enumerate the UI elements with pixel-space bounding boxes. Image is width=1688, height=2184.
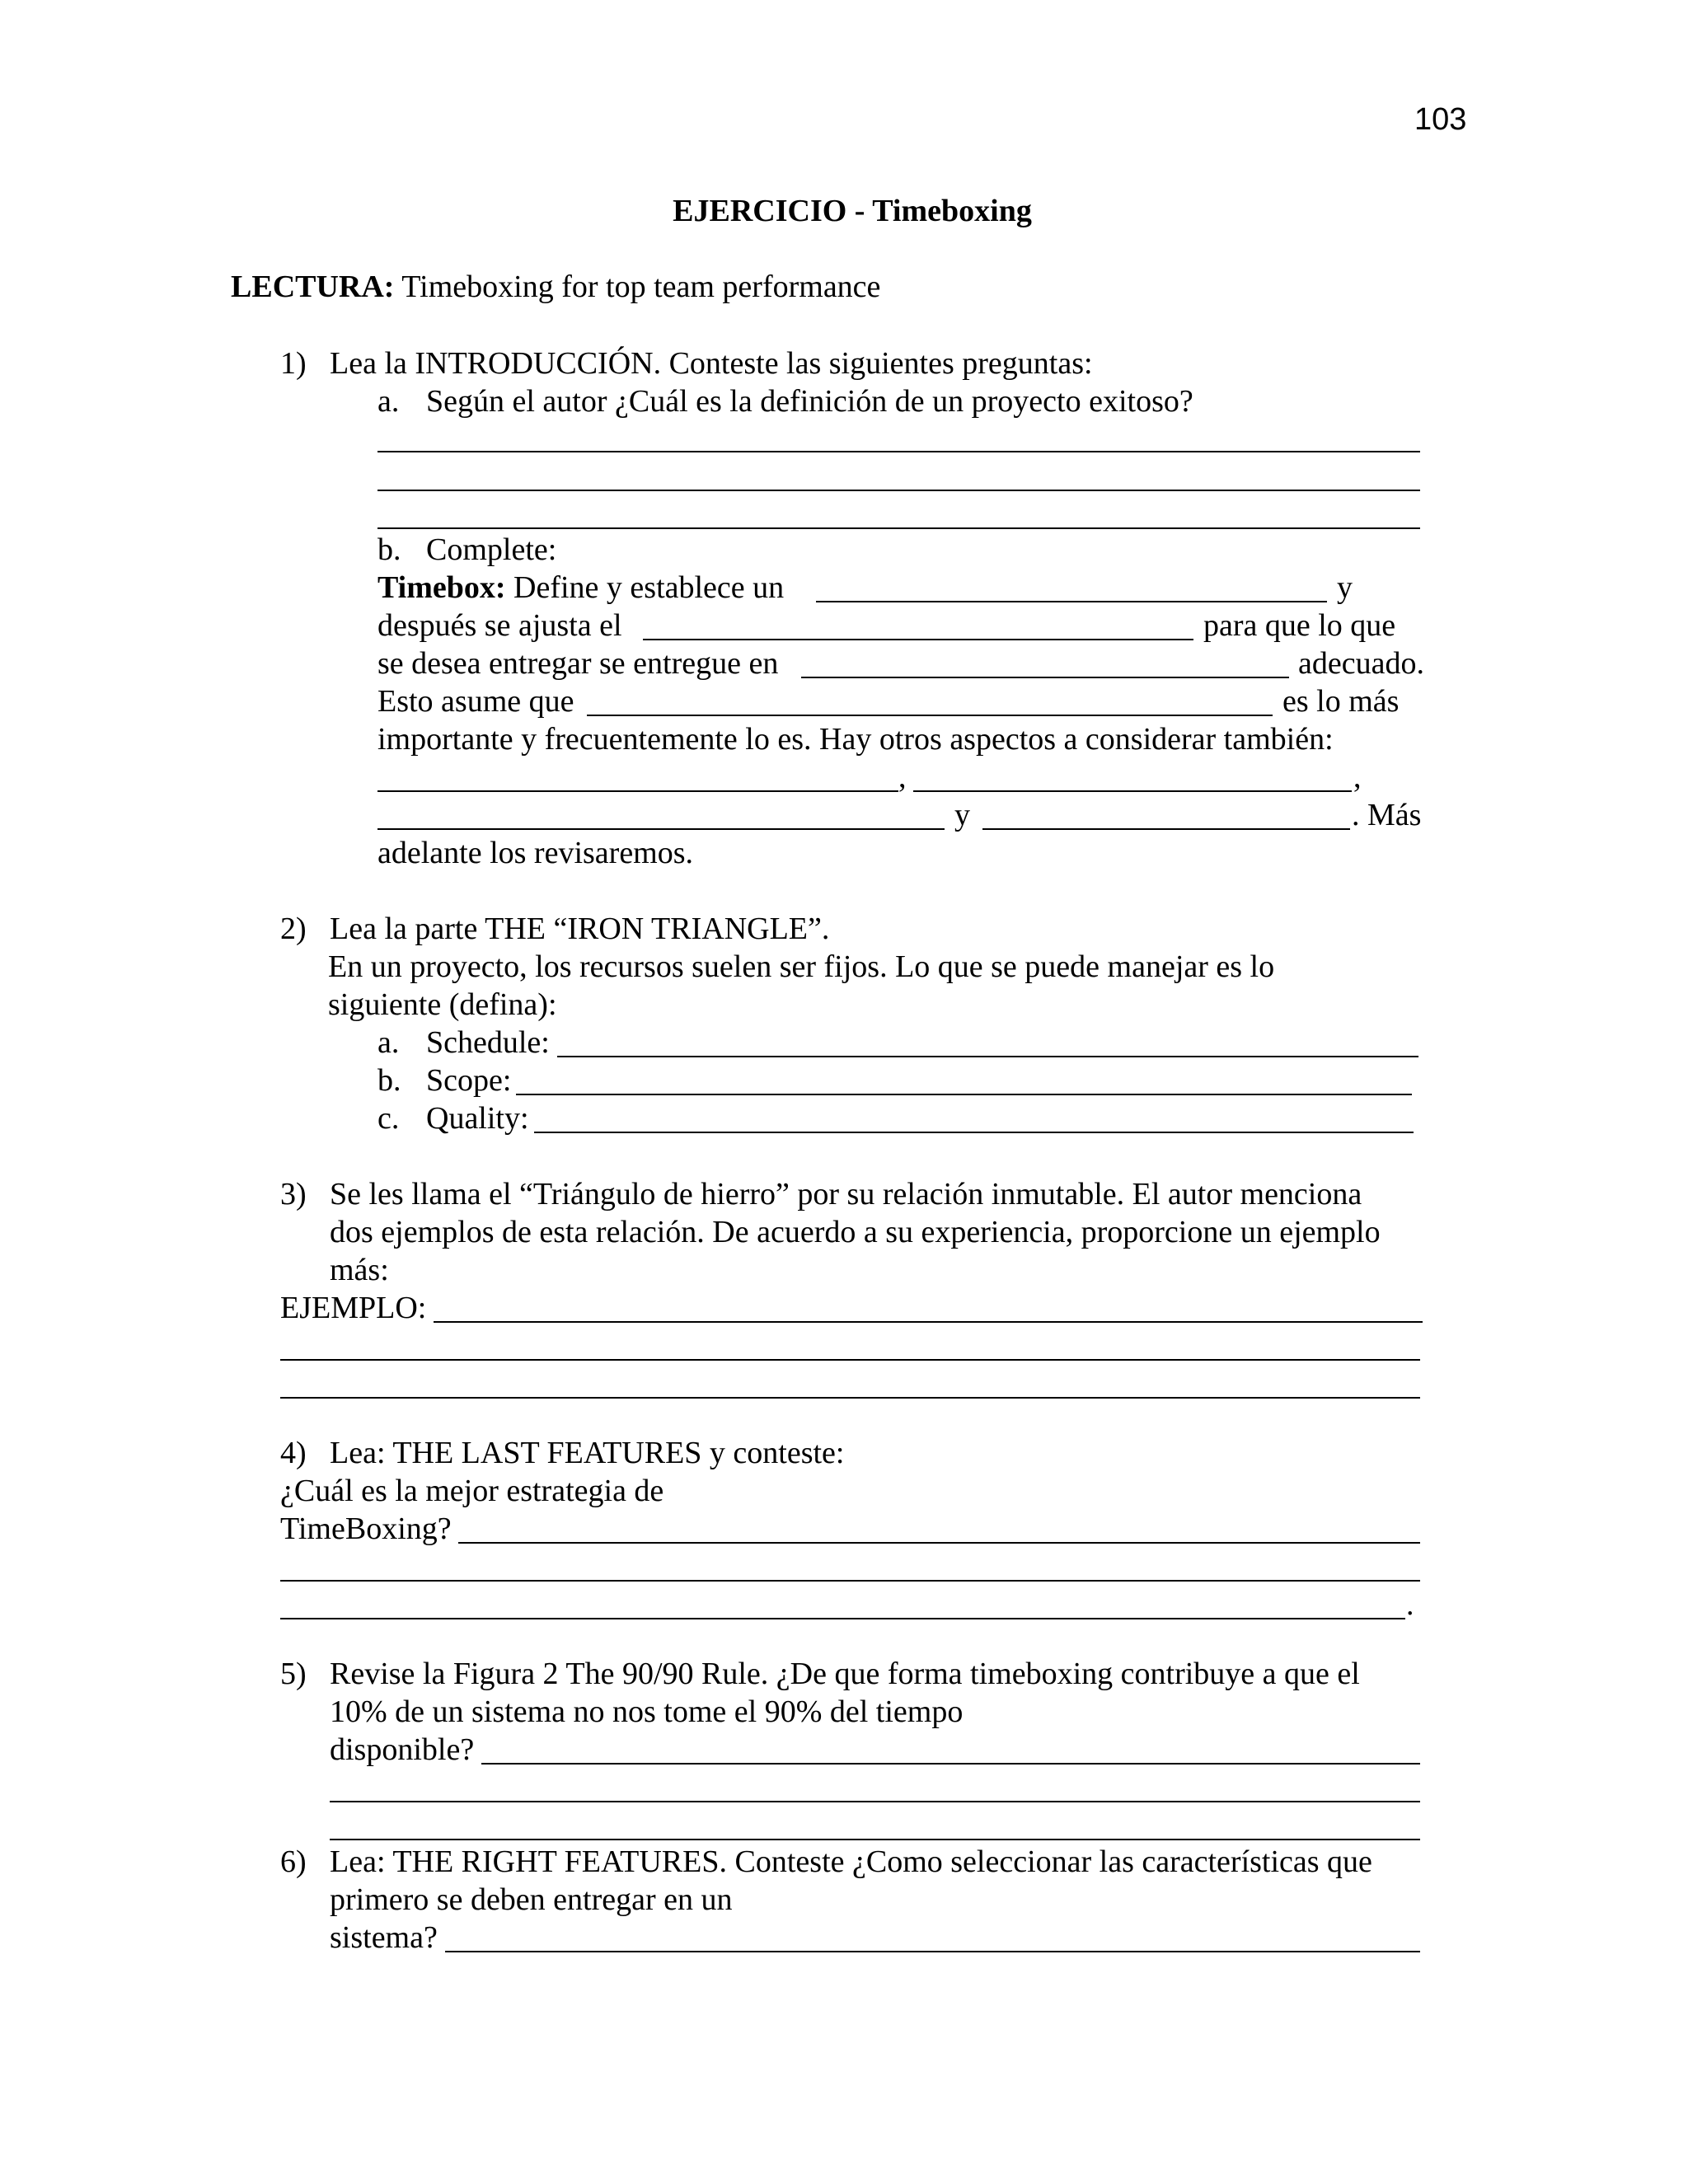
q1-number: 1) bbox=[280, 346, 307, 381]
q6-line-2: primero se deben entregar en un bbox=[330, 1882, 733, 1917]
lectura-label: LECTURA: bbox=[231, 269, 395, 304]
timebox-term: Timebox: bbox=[377, 570, 506, 605]
q2c-text: Quality: bbox=[426, 1101, 529, 1136]
schedule-answer-line[interactable] bbox=[557, 1056, 1418, 1057]
blank-aspect-2[interactable] bbox=[913, 790, 1352, 792]
blank-timebox-4[interactable] bbox=[587, 715, 1273, 716]
timebox-end-4: es lo más bbox=[1282, 684, 1400, 719]
q2a-text: Schedule: bbox=[426, 1025, 550, 1060]
timebox-end-2: para que lo que bbox=[1203, 608, 1396, 643]
timebox-text-2: después se ajusta el bbox=[377, 608, 622, 643]
timebox-text-4: Esto asume que bbox=[377, 684, 574, 719]
lectura-text: Timeboxing for top team performance bbox=[401, 269, 881, 304]
blank-aspect-3[interactable] bbox=[377, 828, 945, 830]
q5-answer-line-2[interactable] bbox=[330, 1801, 1420, 1802]
q2c-label: c. bbox=[377, 1101, 400, 1136]
q4-answer-line-2[interactable] bbox=[280, 1580, 1420, 1582]
conjunction-y: y bbox=[954, 798, 970, 832]
q2b-label: b. bbox=[377, 1063, 401, 1098]
blank-timebox-1[interactable] bbox=[816, 601, 1327, 602]
q6-number: 6) bbox=[280, 1844, 307, 1879]
blank-timebox-2[interactable] bbox=[643, 639, 1193, 640]
q5-line-3: disponible? bbox=[330, 1732, 475, 1767]
comma-2: , bbox=[1353, 760, 1362, 794]
q1a-text: Según el autor ¿Cuál es la definición de un proyecto exitoso? bbox=[426, 384, 1193, 419]
q2a-label: a. bbox=[377, 1025, 400, 1060]
q1a-answer-line-1[interactable] bbox=[377, 451, 1420, 452]
timebox-text-1: Define y establece un bbox=[513, 570, 785, 605]
q5-number: 5) bbox=[280, 1657, 307, 1691]
q1a-label: a. bbox=[377, 384, 400, 419]
timebox-last-line: adelante los revisaremos. bbox=[377, 836, 694, 870]
q4-answer-line-3[interactable] bbox=[280, 1618, 1405, 1619]
q4-line-2: ¿Cuál es la mejor estrategia de bbox=[280, 1474, 664, 1508]
timebox-line-1 bbox=[377, 569, 784, 607]
q4-end-period: . bbox=[1406, 1587, 1414, 1622]
q6-line-3: sistema? bbox=[330, 1920, 438, 1955]
ejemplo-answer-line-1[interactable] bbox=[434, 1321, 1423, 1323]
q6-answer-line-1[interactable] bbox=[445, 1951, 1420, 1952]
ejemplo-answer-line-3[interactable] bbox=[280, 1397, 1420, 1399]
q5-line-2: 10% de un sistema no nos tome el 90% del tiempo bbox=[330, 1694, 964, 1729]
q5-line-1: Revise la Figura 2 The 90/90 Rule. ¿De que forma timeboxing contribuye a que el bbox=[330, 1657, 1360, 1691]
q4-line-1: Lea: THE LAST FEATURES y conteste: bbox=[330, 1436, 845, 1470]
q5-answer-line-3[interactable] bbox=[330, 1839, 1420, 1840]
comma-1: , bbox=[898, 760, 907, 794]
q2-line-3: siguiente (defina): bbox=[328, 987, 557, 1022]
q2-line-2: En un proyecto, los recursos suelen ser fijos. Lo que se puede manejar es lo bbox=[328, 949, 1275, 984]
q3-number: 3) bbox=[280, 1177, 307, 1212]
q1-text: Lea la INTRODUCCIÓN. Conteste las siguientes preguntas: bbox=[330, 346, 1093, 381]
blank-aspect-4[interactable] bbox=[982, 828, 1350, 830]
blank-timebox-3[interactable] bbox=[801, 677, 1289, 678]
q2-number: 2) bbox=[280, 912, 307, 946]
q6-line-1: Lea: THE RIGHT FEATURES. Conteste ¿Como seleccionar las características que bbox=[330, 1844, 1372, 1879]
mas-text: . Más bbox=[1352, 798, 1422, 832]
q4-line-3: TimeBoxing? bbox=[280, 1511, 452, 1546]
lectura-line bbox=[231, 268, 880, 306]
q3-line-2: dos ejemplos de esta relación. De acuerdo a su experiencia, proporcione un ejemplo bbox=[330, 1215, 1381, 1249]
quality-answer-line[interactable] bbox=[534, 1132, 1414, 1133]
timebox-text-5: importante y frecuentemente lo es. Hay otros aspectos a considerar también: bbox=[377, 722, 1334, 757]
q1a-answer-line-3[interactable] bbox=[377, 527, 1420, 529]
q4-number: 4) bbox=[280, 1436, 307, 1470]
q2-text: Lea la parte THE “IRON TRIANGLE”. bbox=[330, 912, 830, 946]
q2b-text: Scope: bbox=[426, 1063, 512, 1098]
timebox-end-3: adecuado. bbox=[1298, 646, 1424, 681]
ejemplo-answer-line-2[interactable] bbox=[280, 1359, 1420, 1361]
scope-answer-line[interactable] bbox=[516, 1094, 1412, 1095]
q1b-text: Complete: bbox=[426, 532, 557, 567]
q4-answer-line-1[interactable] bbox=[458, 1542, 1420, 1544]
page-title: EJERCICIO - Timeboxing bbox=[673, 194, 1032, 228]
q5-answer-line-1[interactable] bbox=[481, 1763, 1420, 1765]
timebox-text-3: se desea entregar se entregue en bbox=[377, 646, 779, 681]
q3-line-1: Se les llama el “Triángulo de hierro” por su relación inmutable. El autor menciona bbox=[330, 1177, 1362, 1212]
blank-aspect-1[interactable] bbox=[377, 790, 898, 792]
ejemplo-label: EJEMPLO: bbox=[280, 1291, 427, 1325]
timebox-end-1: y bbox=[1337, 570, 1353, 605]
q3-line-3: más: bbox=[330, 1253, 389, 1287]
page-number: 103 bbox=[1414, 102, 1467, 137]
q1a-answer-line-2[interactable] bbox=[377, 490, 1420, 491]
q1b-label: b. bbox=[377, 532, 401, 567]
